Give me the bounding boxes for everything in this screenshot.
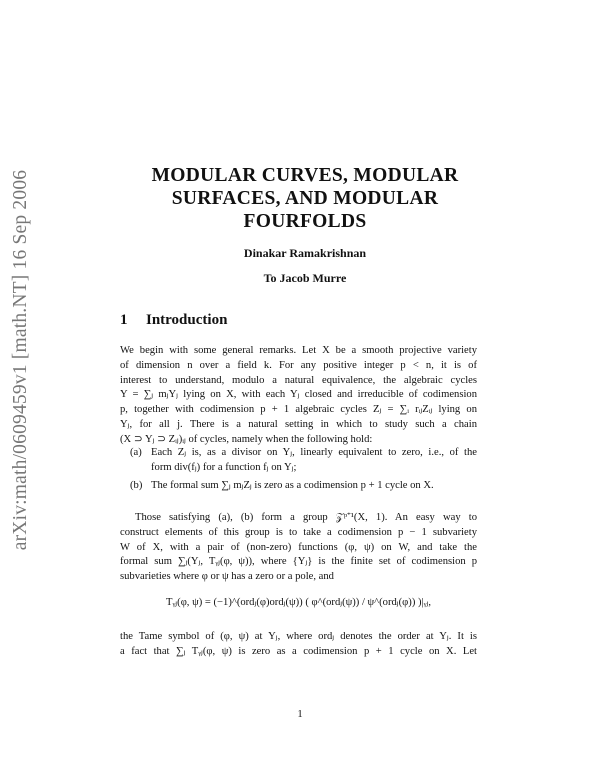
second-paragraph [120, 511, 477, 585]
tame-symbol-formula: Tᵧⱼ(φ, ψ) = (−1)^(ordⱼ(φ)ordⱼ(ψ)) ( φ^(ordⱼ(ψ)) / ψ^(ordⱼ(φ)) )|ᵧⱼ, [166, 597, 431, 608]
text-line: Yⱼ, for all j. There is a natural setting in which to study such a chain [120, 418, 477, 430]
title-line: FOURFOLDS [243, 211, 367, 232]
text-line: the Tame symbol of (φ, ψ) at Yⱼ, where ordⱼ denotes the order at Yⱼ. It is [120, 631, 477, 642]
text-line: construct elements of this group is to take a codimension p − 1 subvariety [120, 526, 477, 538]
text-line: Those satisfying (a), (b) form a group 𝒵ᵖ⁺¹(X, 1). An easy way to [135, 512, 477, 523]
intro-paragraph [120, 344, 477, 448]
text-line: of dimension n over a field k. For any positive integer p < n, it is of [120, 359, 477, 371]
text-line: We begin with some general remarks. Let X be a smooth projective variety [120, 345, 477, 356]
list-item-label: (a) [130, 447, 142, 458]
text-line: a fact that ∑ⱼ Tᵧⱼ(φ, ψ) is zero as a codimension p + 1 cycle on X. Let [120, 645, 477, 657]
arxiv-stamp-text: arXiv:math/0609459v1 [math.NT] 16 Sep 2006 [10, 169, 32, 551]
title-line: SURFACES, AND MODULAR [171, 188, 439, 209]
dedication: To Jacob Murre [263, 271, 347, 285]
page-number: 1 [297, 709, 303, 720]
text-line: interest to understand, modulo a natural equivalence, the algebraic cycles [120, 374, 477, 386]
text-line: p, together with codimension p + 1 algebraic cycles Zⱼ = ∑ᵢ rᵢⱼZᵢⱼ lying on [120, 404, 477, 416]
section-heading [120, 312, 227, 329]
text-line: formal sum ∑ⱼ(Yⱼ, Tᵧⱼ(φ, ψ)), where {Yⱼ} is the finite set of codimension p [120, 556, 477, 568]
text-line: The formal sum ∑ⱼ mⱼZⱼ is zero as a codimension p + 1 cycle on X. [151, 480, 434, 491]
text-line: (X ⊃ Yⱼ ⊃ Zᵢⱼ)ᵢⱼ of cycles, namely when the following hold: [120, 433, 373, 445]
third-paragraph [120, 630, 477, 660]
list-item-body [151, 446, 477, 476]
arxiv-identifier-stamp [3, 160, 39, 560]
section-title: Introduction [146, 312, 228, 328]
text-line: form div(fⱼ) for a function fⱼ on Yⱼ; [151, 461, 297, 473]
section-number: 1 [120, 312, 128, 328]
text-line: subvarieties where φ or ψ has a zero or a pole, and [120, 571, 334, 583]
author-name: Dinakar Ramakrishnan [243, 246, 367, 260]
list-item-label: (b) [130, 480, 143, 491]
text-line: W of X, with a pair of (non-zero) functions (φ, ψ) on W, and take the [120, 541, 477, 553]
paper-title [110, 164, 500, 233]
title-line: MODULAR CURVES, MODULAR [151, 165, 459, 186]
text-line: Each Zⱼ is, as a divisor on Yⱼ, linearly equivalent to zero, i.e., of the [151, 447, 477, 458]
list-item-body [151, 479, 477, 494]
text-line: Y = ∑ⱼ mⱼYⱼ lying on X, with each Yⱼ closed and irreducible of codimension [120, 389, 477, 401]
